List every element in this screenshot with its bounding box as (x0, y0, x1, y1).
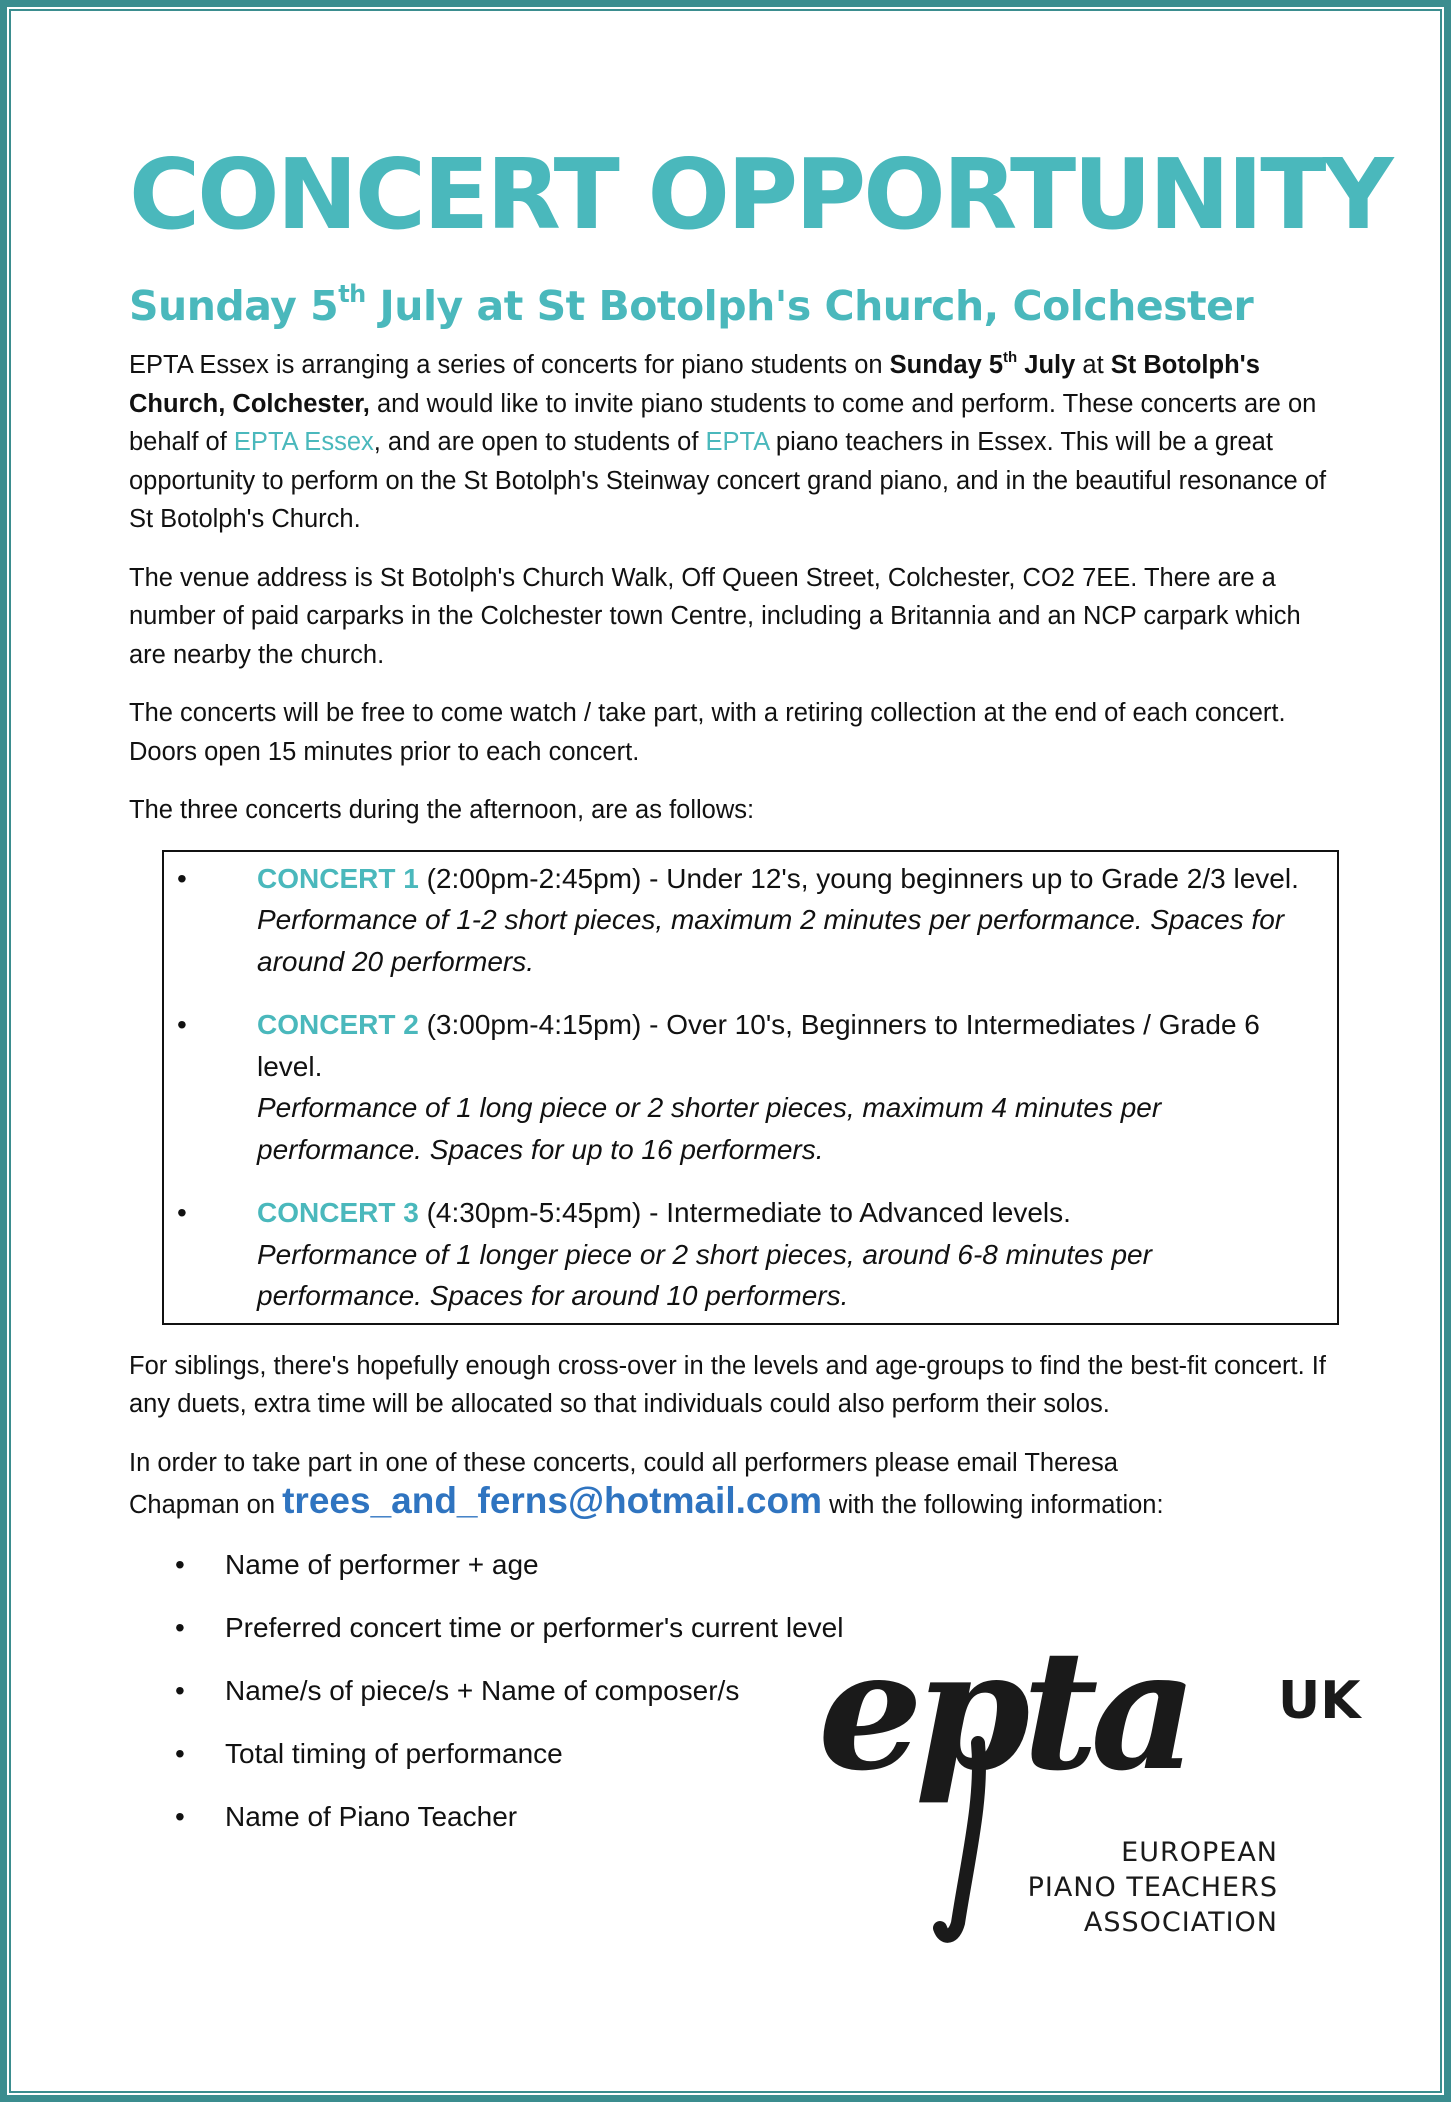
concert-name: CONCERT 1 (257, 862, 419, 894)
intro-text-2: at (1075, 351, 1111, 379)
intro-text-3: and would like to invite piano students to come and perform. These concerts are on behalf of (129, 389, 1317, 456)
concert-name: CONCERT 3 (257, 1197, 419, 1228)
intro-date: Sunday 5 (889, 351, 1004, 379)
list-item (164, 858, 1323, 983)
intro-text-4: , and are open to students of (373, 428, 706, 456)
list-item: • Name of Piano Teacher (129, 1797, 1339, 1837)
siblings-paragraph: For siblings, there's hopefully enough cross-over in the levels and age-groups to find the best-fit concert. If any duets, extra time will be allocated so that individuals could also perform their solos. (129, 1351, 1326, 1418)
logo-wordmark: epta (818, 1628, 1190, 1807)
logo-line-1: EUROPEAN (1121, 1837, 1278, 1868)
logo-line-2: PIANO TEACHERS (1027, 1872, 1278, 1903)
concert-time: (4:30pm-5:45pm) - Intermediate to Advanced levels. (418, 1197, 1071, 1228)
subtitle-day: Sunday 5 (129, 282, 339, 330)
subtitle-day-suffix: th (338, 280, 366, 308)
email-link[interactable]: trees_and_ferns@hotmail.com (282, 1480, 822, 1521)
intro-month: July (1017, 351, 1076, 379)
concerts-intro: The three concerts during the afternoon, are as follows: (129, 796, 755, 824)
venue-paragraph: The venue address is St Botolph's Church Walk, Off Queen Street, Colchester, CO2 7EE. There are a number of paid carparks in the Colchester town Centre, including a Britannia and an NCP carpark which are nearby the church. (129, 563, 1301, 669)
intro-text-1: EPTA Essex is arranging a series of concerts for piano students on (129, 351, 890, 379)
subtitle-month: July (365, 282, 463, 330)
subtitle-at: at (462, 282, 537, 330)
concert-details: Performance of 1-2 short pieces, maximum 2 minutes per performance. Spaces for around 20 performers. (257, 904, 1285, 977)
epta-link[interactable]: EPTA (705, 428, 769, 456)
contact-text-after: with the following information: (821, 1491, 1164, 1519)
concert-details: Performance of 1 longer piece or 2 short pieces, around 6-8 minutes per performance. Spaces for around 10 performers. (257, 1238, 1152, 1311)
contact-text-before: In order to take part in one of these concerts, could all performers please email Theresa Chapman on (129, 1448, 1118, 1519)
intro-text-5: piano teachers in Essex. This will be a great opportunity to perform on the St Botolph's Steinway concert grand piano, and in the beautiful resonance of St Botolph's Church. (129, 428, 1327, 533)
subtitle-venue: St Botolph's Church, Colchester (536, 282, 1254, 330)
epta-essex-link[interactable]: EPTA Essex (233, 428, 374, 456)
list-item (164, 1004, 1323, 1170)
intro-venue: St Botolph's Church, Colchester, (129, 351, 1260, 418)
list-item: • Name of performer + age (129, 1545, 1339, 1585)
logo-line-3: ASSOCIATION (1083, 1907, 1278, 1938)
list-item: • Total timing of performance (129, 1734, 1339, 1774)
list-item (164, 1192, 1323, 1317)
subtitle (129, 278, 1339, 334)
intro-paragraph (129, 346, 1339, 539)
logo-country: UK (1278, 1671, 1361, 1731)
intro-date-suffix: th (1003, 349, 1018, 366)
page-title: CONCERT OPPORTUNITY (129, 138, 1391, 251)
concerts-list (164, 858, 1323, 1317)
concert-details: Performance of 1 long piece or 2 shorter pieces, maximum 4 minutes per performance. Spaces for up to 16 performers. (257, 1092, 1162, 1165)
concerts-box (162, 850, 1339, 1325)
flyer-content (129, 138, 1391, 1860)
concert-time: (3:00pm-4:15pm) - Over 10's, Beginners to Intermediates / Grade 6 level. (257, 1009, 1260, 1082)
list-item: • Preferred concert time or performer's current level (129, 1608, 1339, 1648)
list-item: • Name/s of piece/s + Name of composer/s (129, 1671, 1339, 1711)
free-paragraph: The concerts will be free to come watch / take part, with a retiring collection at the end of each concert. Doors open 15 minutes prior to each concert. (129, 699, 1286, 766)
concert-name: CONCERT 2 (257, 1009, 419, 1040)
contact-paragraph (129, 1444, 1229, 1525)
epta-uk-logo (818, 1628, 1388, 1948)
concert-time: (2:00pm-2:45pm) - Under 12's, young beginners up to Grade 2/3 level. (418, 862, 1299, 894)
